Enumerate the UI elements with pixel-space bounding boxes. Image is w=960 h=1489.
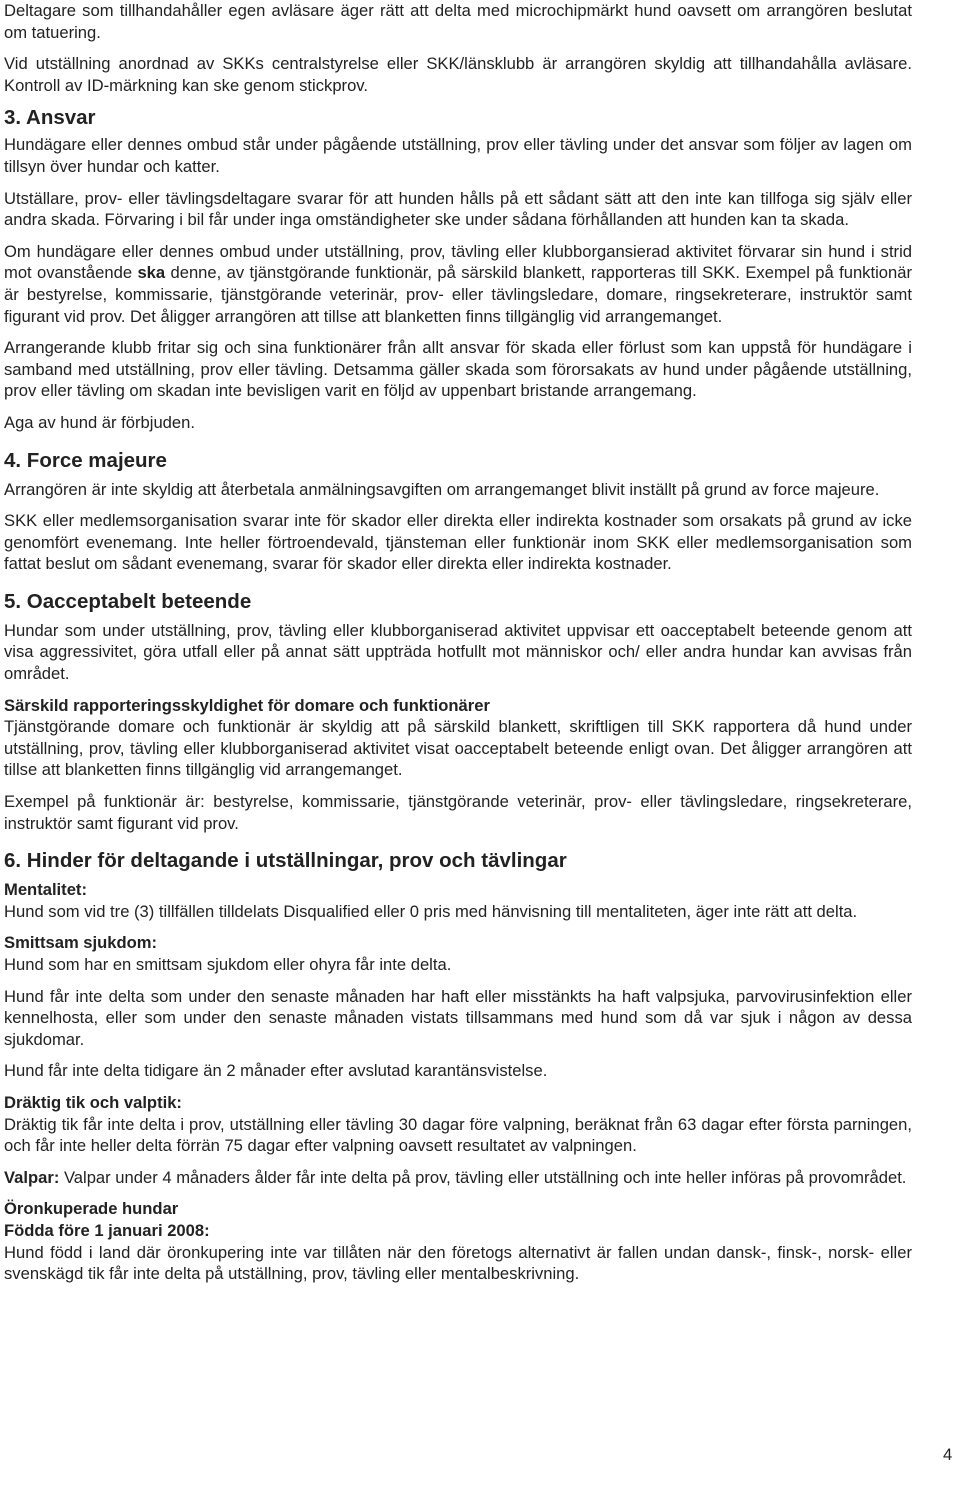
section-3-heading: 3. Ansvar [4,106,96,130]
fodda-fore-label: Födda före 1 januari 2008: [4,1220,210,1240]
oronkuperade-label: Öronkuperade hundar [4,1199,179,1219]
intro-paragraph-1: Deltagare som tillhandahåller egen avläsare äger rätt att delta med microchipmärkt hund oavsett om arrangören beslutat om tatuering. [4,1,912,42]
section-3-paragraph-3 [4,241,912,327]
draktig-tik-label: Dräktig tik och valptik: [4,1092,182,1112]
section-5-paragraph-3: Exempel på funktionär är: bestyrelse, kommissarie, tjänstgörande veterinär, prov- eller tävlingsledare, ringsekreterare, instruktör samt figurant vid prov. [4,792,912,833]
smittsam-paragraph-1: Hund som har en smittsam sjukdom eller ohyra får inte delta. [4,955,452,974]
mentalitet-text: Hund som vid tre (3) tillfällen tilldelats Disqualified eller 0 pris med hänvisning till mentaliteten, äger inte rätt att delta. [4,901,858,921]
section-4-paragraph-1: Arrangören är inte skyldig att återbetala anmälningsavgiften om arrangemanget blivit inställt på grund av force majeure. [4,479,880,499]
intro-paragraph-2: Vid utställning anordnad av SKKs centralstyrelse eller SKK/länsklubb är arrangören skyldig att tillhandahålla avläsare. Kontroll av ID-märkning kan ske genom stickprov. [4,54,912,95]
section-3-paragraph-1: Hundägare eller dennes ombud står under pågående utställning, prov eller tävling under det ansvar som följer av lagen om tillsyn över hundar och katter. [4,135,912,176]
section-4-heading: 4. Force majeure [4,448,167,472]
section-3-paragraph-5: Aga av hund är förbjuden. [4,412,195,432]
smittsam-paragraph-2: Hund får inte delta som under den senaste månaden har haft eller misstänkts ha haft valpsjuka, parvovirusinfektion eller kennelhosta, eller som under den senaste månaden vistats tillsammans med hund som då var sjuk i någon av dessa sjukdomar. [4,986,912,1049]
valpar-text: Valpar under 4 månaders ålder får inte delta på prov, tävling eller utställning och inte heller införas på provområdet. [59,1167,907,1187]
section-5-subheading: Särskild rapporteringsskyldighet för domare och funktionärer [4,695,490,715]
section-5-heading: 5. Oacceptabelt beteende [4,589,252,613]
section-3-bold-ska: ska [137,263,166,283]
section-3-paragraph-2: Utställare, prov- eller tävlingsdeltagare svarar för att hunden hålls på ett sådant sätt att den inte kan tillfoga sig själv eller andra skada. Förvaring i bil får under inga omständigheter ske under sådana förhållanden att hunden kan ta skada. [4,188,912,230]
section-3-paragraph-4: Arrangerande klubb fritar sig och sina funktionärer från allt ansvar för skada eller förlust som kan uppstå för hundägare i samband med utställning, prov eller tävling. Detsamma gäller skada som förorsakats av hund under pågående utställning, prov eller tävling om skadan inte bevisligen varit en följd av uppenbart bristande arrangemang. [4,338,912,401]
section-6-heading: 6. Hinder för deltagande i utställningar, prov och tävlingar [4,849,567,873]
valpar-paragraph [4,1167,912,1189]
document-page [4,0,912,1285]
section-3-paragraph-3-end: denne, av tjänstgörande funktionär, på särskild blankett, rapporteras till SKK. Exempel på funktionär är bestyrelse, kommissarie, tjänstgörande veterinär, prov- eller tävlingsledare, domare, ringsekreterare, instruktör samt figurant vid prov. Det åligger arrangören att tillse att blanketten finns tillgänglig vid arrangemanget. [4,263,912,326]
smittsam-sjukdom-label: Smittsam sjukdom: [4,933,158,953]
section-4-paragraph-2: SKK eller medlemsorganisation svarar inte för skador eller direkta eller indirekta kostnader som orsakats på grund av icke genomfört evenemang. Inte heller förtroendevald, tjänsteman eller funktionär inom SKK eller medlemsorganisation som fattat beslut om sådant evenemang, svarar för skador eller direkta eller indirekta kostnader. [4,511,912,574]
section-5-paragraph-2: Tjänstgörande domare och funktionär är skyldig att på särskild blankett, skriftligen till SKK rapportera då hund under utställning, prov, tävling eller klubborganiserad aktivitet visat oacceptabelt beteende enligt ovan. Det åligger arrangören att tillse att blanketten finns tillgänglig vid arrangemanget. [4,717,912,780]
page-number: 4 [943,1445,953,1464]
draktig-tik-text: Dräktig tik får inte delta i prov, utställning eller tävling 30 dagar före valpning, beräknat från 63 dagar efter första parningen, och får inte heller delta förrän 75 dagar efter valpning oavsett resultatet av valpningen. [4,1114,912,1156]
valpar-label: Valpar: [4,1167,60,1187]
section-3-paragraph-3-start: Om hundägare eller dennes ombud under utställning, prov, tävling eller klubborgansierad aktivitet förvarar sin hund i strid mot ovanstående [4,241,912,283]
section-5-paragraph-1: Hundar som under utställning, prov, tävling eller klubborganiserad aktivitet uppvisar ett oacceptabelt beteende genom att visa aggressivitet, göra utfall eller på annat sätt uppträda hotfullt mot människor och/ eller andra hundar kan avvisas från området. [4,620,912,684]
smittsam-paragraph-3: Hund får inte delta tidigare än 2 månader efter avslutad karantänsvistelse. [4,1061,548,1081]
oronkuperade-text: Hund född i land där öronkupering inte var tillåten när den företogs alternativt är fallen undan dansk-, finsk-, norsk- eller svenskägd tik får inte delta på utställning, prov, tävling eller mentalbeskrivning. [4,1242,912,1284]
mentalitet-label: Mentalitet: [4,880,87,900]
